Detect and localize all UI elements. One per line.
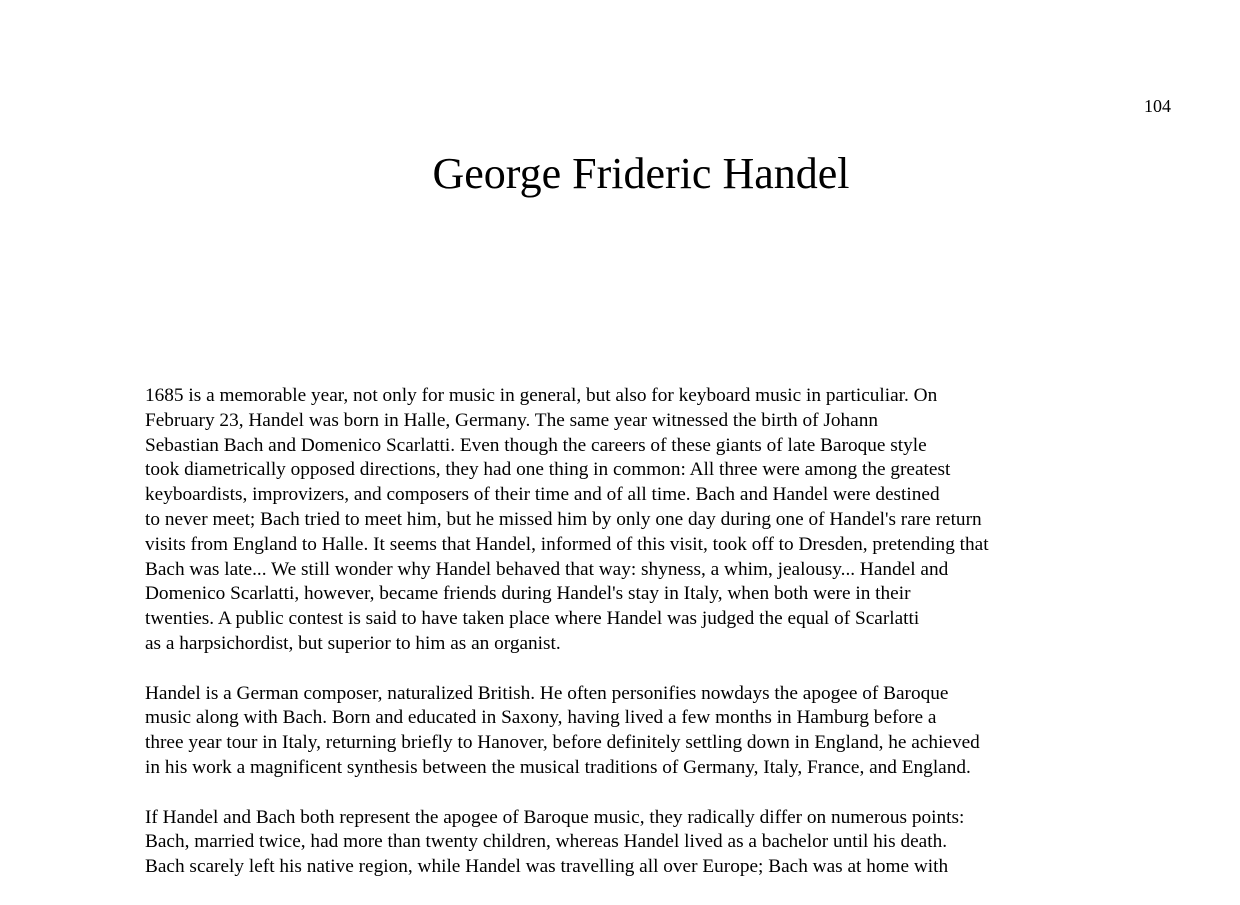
text-line: Bach, married twice, had more than twenty children, whereas Handel lived as a bachelor until his death. — [145, 831, 948, 853]
text-line: took diametrically opposed directions, they had one thing in common: All three were among the greatest — [145, 459, 951, 481]
paragraph — [145, 806, 1145, 880]
text-line: Bach was late... We still wonder why Handel behaved that way: shyness, a whim, jealousy... Handel and — [145, 558, 949, 580]
text-line: February 23, Handel was born in Halle, Germany. The same year witnessed the birth of Johann — [145, 409, 879, 431]
text-line: 1685 is a memorable year, not only for music in general, but also for keyboard music in particuliar. On — [145, 385, 938, 406]
page-title: George Frideric Handel — [432, 149, 850, 198]
text-line: to never meet; Bach tried to meet him, but he missed him by only one day during one of Handel's rare return — [145, 508, 982, 530]
text-line: Handel is a German composer, naturalized British. He often personifies nowdays the apogee of Baroque — [145, 682, 949, 704]
paragraph — [145, 384, 1145, 657]
text-line: music along with Bach. Born and educated in Saxony, having lived a few months in Hamburg before a — [145, 707, 937, 729]
text-line: visits from England to Halle. It seems that Handel, informed of this visit, took off to Dresden, pretending that — [145, 533, 989, 555]
text-line: as a harpsichordist, but superior to him as an organist. — [145, 632, 561, 654]
page-number: 104 — [1144, 96, 1171, 116]
text-line: If Handel and Bach both represent the apogee of Baroque music, they radically differ on numerous points: — [145, 806, 965, 828]
text-line: Domenico Scarlatti, however, became friends during Handel's stay in Italy, when both were in their — [145, 583, 911, 605]
text-line: Sebastian Bach and Domenico Scarlatti. Even though the careers of these giants of late Baroque style — [145, 434, 927, 456]
text-line: keyboardists, improvizers, and composers of their time and of all time. Bach and Handel were destined — [145, 484, 940, 506]
text-line: twenties. A public contest is said to have taken place where Handel was judged the equal of Scarlatti — [145, 608, 920, 630]
body-text — [145, 384, 1145, 905]
paragraph — [145, 682, 1145, 781]
text-line: Bach scarely left his native region, while Handel was travelling all over Europe; Bach was at home with — [145, 856, 949, 878]
text-line: three year tour in Italy, returning briefly to Hanover, before definitely settling down in England, he achieved — [145, 732, 980, 754]
text-line: in his work a magnificent synthesis between the musical traditions of Germany, Italy, France, and England. — [145, 756, 971, 778]
